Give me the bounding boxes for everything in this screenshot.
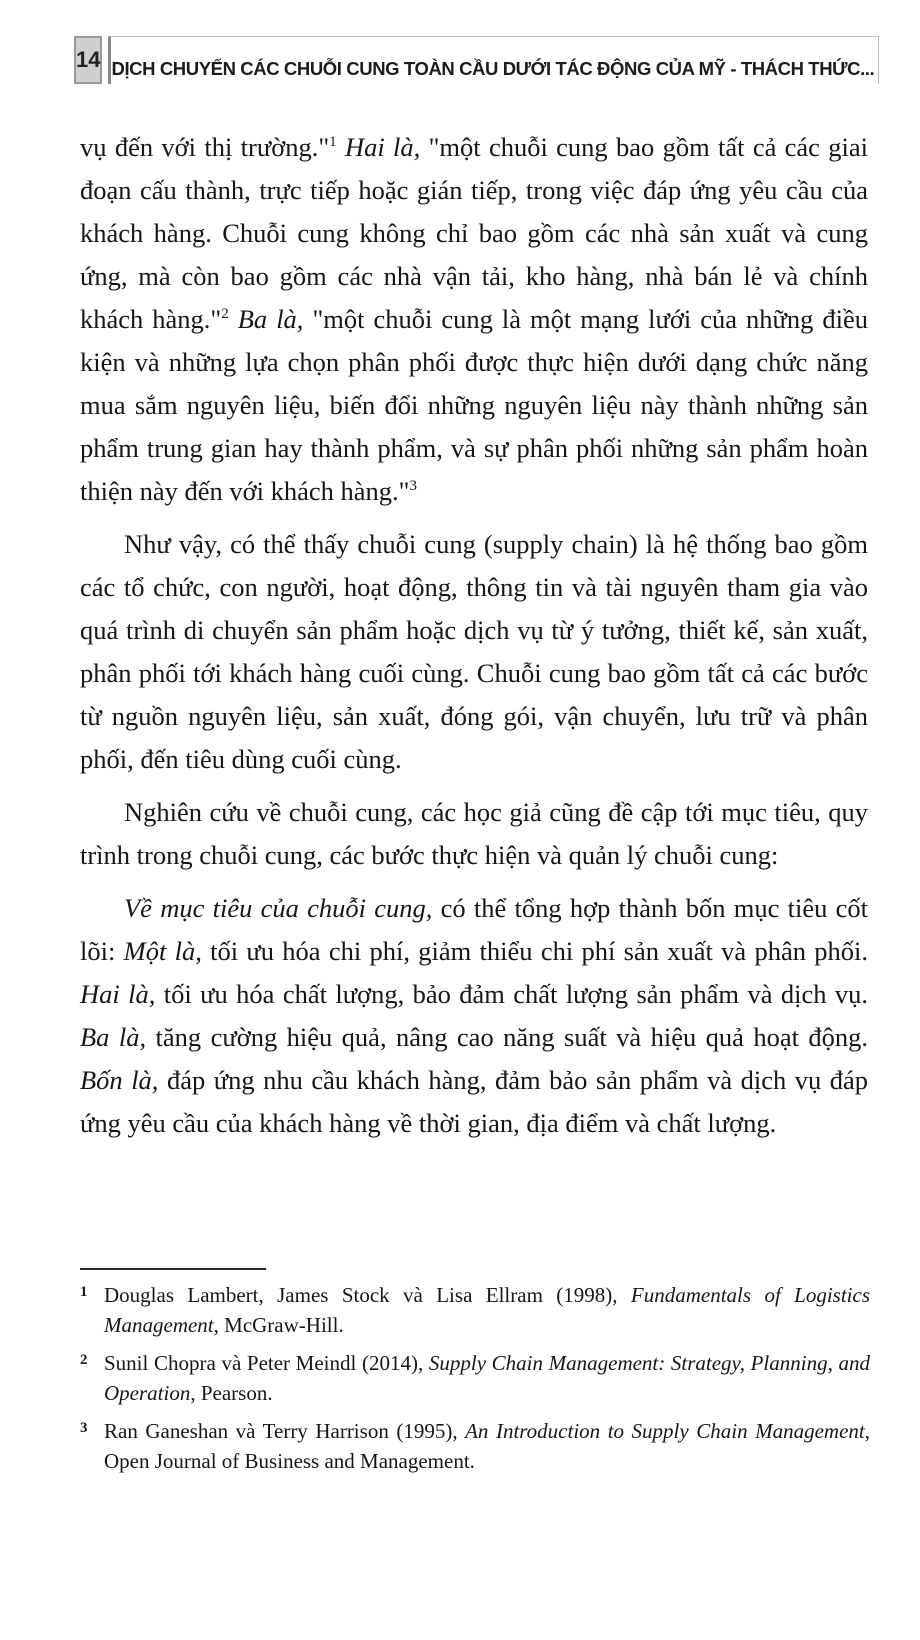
footnote-authors: Ran Ganeshan và Terry Harrison (1995),: [104, 1419, 466, 1443]
footnote-ref-3[interactable]: 3: [409, 478, 417, 494]
footnote-publisher: , Pearson.: [190, 1381, 273, 1405]
text-run: [337, 132, 345, 162]
page-number: 14: [74, 36, 102, 84]
footnote-number: 2: [80, 1352, 88, 1368]
text-run: [229, 304, 238, 334]
footnote-ref-2[interactable]: 2: [221, 306, 229, 322]
footnote-1: [80, 1280, 870, 1340]
italic-text: Bốn là,: [80, 1065, 159, 1095]
text-run: tối ưu hóa chất lượng, bảo đảm chất lượng sản phẩm và dịch vụ.: [155, 979, 868, 1009]
italic-text: Ba là,: [237, 304, 304, 334]
footnote-text: [104, 1348, 870, 1408]
footnote-number: 3: [80, 1420, 88, 1436]
text-run: đáp ứng nhu cầu khách hàng, đảm bảo sản phẩm và dịch vụ đáp ứng yêu cầu của khách hàng về thời gian, địa điểm và chất lượng.: [80, 1065, 868, 1138]
text-run: tăng cường hiệu quả, nâng cao năng suất và hiệu quả hoạt động.: [146, 1022, 868, 1052]
paragraph-objectives: [80, 887, 868, 1145]
footnote-authors: Sunil Chopra và Peter Meindl (2014),: [104, 1351, 429, 1375]
footnote-ref-1[interactable]: 1: [329, 134, 337, 150]
text-run: "một chuỗi cung là một mạng lưới của những điều kiện và những lựa chọn phân phối được thực hiện dưới dạng chức năng mua sắm nguyên liệu, biến đổi những nguyên liệu này thành những sản phẩm trung gian hay thành phẩm, và sự phân phối những sản phẩm hoàn thiện này đến với khách hàng.": [80, 304, 869, 506]
footnote-title: Fundamentals of Logistics Management: [104, 1283, 870, 1337]
footnotes: [80, 1280, 870, 1484]
text-run: "một chuỗi cung bao gồm tất cả các giai đoạn cấu thành, trực tiếp hoặc gián tiếp, trong việc đáp ứng yêu cầu của khách hàng. Chuỗi cung không chỉ bao gồm các nhà sản xuất và cung ứng, mà còn bao gồm các nhà vận tải, kho hàng, nhà bán lẻ và chính khách hàng.": [80, 132, 869, 334]
footnote-title: Supply Chain Management: Strategy, Planning, and Operation: [104, 1351, 870, 1405]
text-run: có thể tổng hợp thành bốn mục tiêu cốt lõi:: [80, 893, 869, 966]
footnote-publisher: , McGraw-Hill.: [213, 1313, 344, 1337]
running-header: [74, 36, 875, 84]
footnote-separator: [80, 1268, 266, 1270]
footnote-text: [104, 1280, 870, 1340]
paragraph-definitions: [80, 126, 868, 513]
footnote-text: [104, 1416, 870, 1476]
text-run: vụ đến với thị trường.": [80, 132, 330, 162]
italic-text: Về mục tiêu của chuỗi cung,: [124, 893, 433, 923]
footnote-2: [80, 1348, 870, 1408]
running-title: DỊCH CHUYỂN CÁC CHUỖI CUNG TOÀN CẦU DƯỚI TÁC ĐỘNG CỦA MỸ - THÁCH THỨC...: [108, 36, 879, 84]
body-text: [80, 126, 868, 1145]
footnote-3: [80, 1416, 870, 1476]
footnote-publisher: , Open Journal of Business and Management.: [104, 1419, 870, 1473]
footnote-title: An Introduction to Supply Chain Management: [465, 1419, 865, 1443]
paragraph-research-intro: Nghiên cứu về chuỗi cung, các học giả cũng đề cập tới mục tiêu, quy trình trong chuỗi cung, các bước thực hiện và quản lý chuỗi cung:: [80, 797, 868, 870]
paragraph-supply-chain-summary: Như vậy, có thể thấy chuỗi cung (supply chain) là hệ thống bao gồm các tổ chức, con người, hoạt động, thông tin và tài nguyên tham gia vào quá trình di chuyển sản phẩm hoặc dịch vụ từ ý tưởng, thiết kế, sản xuất, phân phối tới khách hàng cuối cùng. Chuỗi cung bao gồm tất cả các bước từ nguồn nguyên liệu, sản xuất, đóng gói, vận chuyển, lưu trữ và phân phối, đến tiêu dùng cuối cùng.: [80, 529, 868, 774]
italic-text: Một là,: [123, 936, 202, 966]
italic-text: Hai là,: [80, 979, 156, 1009]
footnote-number: 1: [80, 1284, 88, 1300]
italic-text: Ba là,: [80, 1022, 147, 1052]
text-run: tối ưu hóa chi phí, giảm thiểu chi phí sản xuất và phân phối.: [201, 936, 868, 966]
footnote-authors: Douglas Lambert, James Stock và Lisa Ellram (1998),: [104, 1283, 631, 1307]
italic-text: Hai là,: [344, 132, 421, 162]
